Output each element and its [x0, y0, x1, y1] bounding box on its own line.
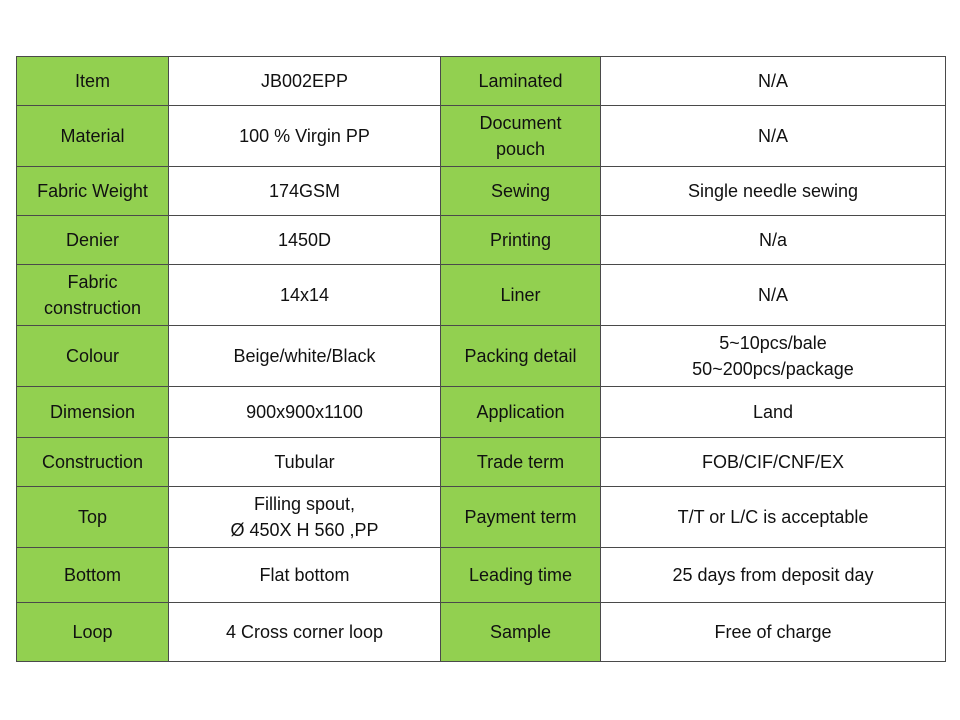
spec-value: N/a	[601, 216, 946, 265]
spec-label: Fabric Weight	[17, 167, 169, 216]
spec-value: Tubular	[169, 438, 441, 487]
spec-row	[17, 106, 946, 167]
spec-value: N/A	[601, 265, 946, 326]
spec-row	[17, 438, 946, 487]
spec-table-body	[17, 57, 946, 662]
spec-label: Payment term	[441, 487, 601, 548]
spec-value: Flat bottom	[169, 548, 441, 603]
spec-label: Leading time	[441, 548, 601, 603]
spec-value: Filling spout, Ø 450X H 560 ,PP	[169, 487, 441, 548]
product-spec-table	[16, 56, 946, 662]
spec-label: Item	[17, 57, 169, 106]
spec-label: Loop	[17, 603, 169, 662]
spec-label: Liner	[441, 265, 601, 326]
spec-value: 14x14	[169, 265, 441, 326]
spec-label: Fabric construction	[17, 265, 169, 326]
spec-value: 5~10pcs/bale 50~200pcs/package	[601, 326, 946, 387]
spec-value: 25 days from deposit day	[601, 548, 946, 603]
spec-row	[17, 265, 946, 326]
spec-label: Document pouch	[441, 106, 601, 167]
spec-label: Dimension	[17, 387, 169, 438]
spec-value: 4 Cross corner loop	[169, 603, 441, 662]
spec-label: Printing	[441, 216, 601, 265]
spec-value: FOB/CIF/CNF/EX	[601, 438, 946, 487]
spec-value: 100 % Virgin PP	[169, 106, 441, 167]
spec-value: Single needle sewing	[601, 167, 946, 216]
spec-row	[17, 487, 946, 548]
spec-value: Free of charge	[601, 603, 946, 662]
spec-label: Material	[17, 106, 169, 167]
spec-label: Bottom	[17, 548, 169, 603]
spec-label: Denier	[17, 216, 169, 265]
spec-label: Sample	[441, 603, 601, 662]
spec-value: N/A	[601, 106, 946, 167]
spec-value: 900x900x1100	[169, 387, 441, 438]
spec-label: Packing detail	[441, 326, 601, 387]
spec-value: Land	[601, 387, 946, 438]
spec-label: Trade term	[441, 438, 601, 487]
spec-label: Sewing	[441, 167, 601, 216]
spec-value: Beige/white/Black	[169, 326, 441, 387]
spec-row	[17, 603, 946, 662]
spec-value: T/T or L/C is acceptable	[601, 487, 946, 548]
spec-label: Colour	[17, 326, 169, 387]
spec-value: N/A	[601, 57, 946, 106]
spec-row	[17, 167, 946, 216]
spec-value: 1450D	[169, 216, 441, 265]
spec-value: JB002EPP	[169, 57, 441, 106]
spec-row	[17, 326, 946, 387]
spec-label: Laminated	[441, 57, 601, 106]
spec-row	[17, 57, 946, 106]
spec-row	[17, 548, 946, 603]
spec-row	[17, 216, 946, 265]
spec-row	[17, 387, 946, 438]
spec-value: 174GSM	[169, 167, 441, 216]
spec-label: Top	[17, 487, 169, 548]
spec-label: Application	[441, 387, 601, 438]
spec-label: Construction	[17, 438, 169, 487]
